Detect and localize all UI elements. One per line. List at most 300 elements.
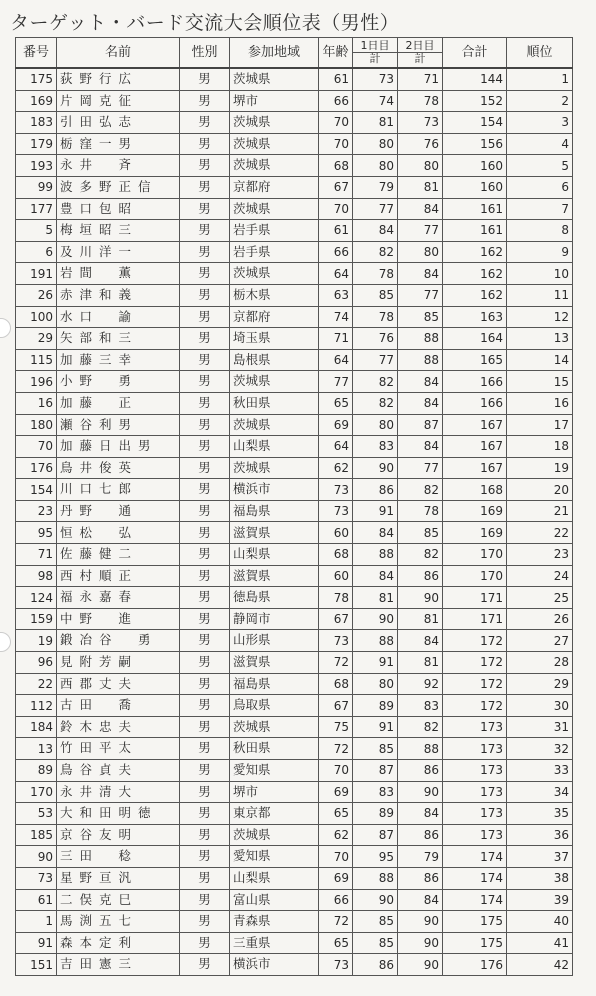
cell-total: 171 [443, 587, 507, 609]
binder-hole [0, 632, 11, 652]
cell-age: 70 [319, 760, 353, 782]
cell-day2: 77 [398, 220, 443, 242]
cell-total: 172 [443, 695, 507, 717]
cell-region: 山形県 [230, 630, 319, 652]
header-day1-top: 1日目 [360, 39, 390, 53]
cell-age: 60 [319, 565, 353, 587]
cell-no: 175 [16, 68, 57, 90]
cell-age: 64 [319, 263, 353, 285]
cell-no: 183 [16, 112, 57, 134]
cell-no: 22 [16, 673, 57, 695]
cell-no: 185 [16, 824, 57, 846]
cell-name: 二俣克巳 [57, 889, 180, 911]
cell-total: 172 [443, 673, 507, 695]
table-row [16, 436, 573, 458]
cell-name: 及川洋一 [57, 241, 180, 263]
cell-name: 大和田明徳 [57, 803, 180, 825]
cell-day1: 87 [353, 760, 398, 782]
header-rank: 順位 [507, 38, 573, 69]
table-row [16, 68, 573, 90]
cell-total: 173 [443, 803, 507, 825]
cell-region: 岩手県 [230, 220, 319, 242]
cell-age: 65 [319, 392, 353, 414]
cell-no: 196 [16, 371, 57, 393]
cell-day2: 86 [398, 565, 443, 587]
cell-total: 165 [443, 349, 507, 371]
cell-total: 162 [443, 284, 507, 306]
cell-day1: 90 [353, 457, 398, 479]
cell-total: 163 [443, 306, 507, 328]
table-row [16, 565, 573, 587]
cell-rank: 25 [507, 587, 573, 609]
cell-day2: 81 [398, 176, 443, 198]
cell-day1: 84 [353, 220, 398, 242]
cell-rank: 22 [507, 522, 573, 544]
cell-rank: 5 [507, 155, 573, 177]
cell-total: 170 [443, 544, 507, 566]
cell-total: 160 [443, 155, 507, 177]
cell-region: 茨城県 [230, 824, 319, 846]
header-age: 年齢 [319, 38, 353, 69]
cell-region: 鳥取県 [230, 695, 319, 717]
cell-rank: 29 [507, 673, 573, 695]
cell-day2: 78 [398, 90, 443, 112]
cell-gender: 男 [180, 500, 230, 522]
cell-day1: 85 [353, 932, 398, 954]
cell-age: 72 [319, 652, 353, 674]
cell-day1: 86 [353, 479, 398, 501]
cell-day1: 91 [353, 500, 398, 522]
cell-gender: 男 [180, 457, 230, 479]
cell-day1: 90 [353, 608, 398, 630]
cell-day2: 88 [398, 328, 443, 350]
cell-name: 豊口包昭 [57, 198, 180, 220]
cell-gender: 男 [180, 371, 230, 393]
table-row [16, 306, 573, 328]
cell-name: 古田 喬 [57, 695, 180, 717]
table-row [16, 716, 573, 738]
cell-region: 滋賀県 [230, 652, 319, 674]
cell-name: 佐藤健二 [57, 544, 180, 566]
cell-name: 永井清大 [57, 781, 180, 803]
cell-no: 29 [16, 328, 57, 350]
table-row [16, 652, 573, 674]
cell-rank: 35 [507, 803, 573, 825]
cell-name: 吉田憲三 [57, 954, 180, 976]
cell-rank: 41 [507, 932, 573, 954]
cell-rank: 24 [507, 565, 573, 587]
cell-rank: 31 [507, 716, 573, 738]
cell-name: 中野 進 [57, 608, 180, 630]
cell-age: 66 [319, 90, 353, 112]
cell-gender: 男 [180, 414, 230, 436]
cell-region: 京都府 [230, 306, 319, 328]
cell-no: 193 [16, 155, 57, 177]
table-row [16, 349, 573, 371]
cell-gender: 男 [180, 436, 230, 458]
cell-day1: 82 [353, 371, 398, 393]
table-row [16, 846, 573, 868]
cell-day2: 84 [398, 630, 443, 652]
cell-day1: 81 [353, 587, 398, 609]
cell-age: 64 [319, 436, 353, 458]
cell-rank: 13 [507, 328, 573, 350]
cell-age: 62 [319, 457, 353, 479]
cell-rank: 6 [507, 176, 573, 198]
cell-no: 13 [16, 738, 57, 760]
cell-age: 65 [319, 803, 353, 825]
cell-name: 川口七郎 [57, 479, 180, 501]
cell-rank: 28 [507, 652, 573, 674]
cell-total: 166 [443, 371, 507, 393]
cell-region: 栃木県 [230, 284, 319, 306]
cell-name: 波多野正信 [57, 176, 180, 198]
cell-name: 荻野行広 [57, 68, 180, 90]
cell-total: 152 [443, 90, 507, 112]
cell-name: 水口 諭 [57, 306, 180, 328]
cell-day1: 77 [353, 198, 398, 220]
table-row [16, 500, 573, 522]
cell-gender: 男 [180, 760, 230, 782]
cell-name: 加藤日出男 [57, 436, 180, 458]
cell-no: 91 [16, 932, 57, 954]
cell-name: 片岡克征 [57, 90, 180, 112]
cell-gender: 男 [180, 911, 230, 933]
cell-gender: 男 [180, 544, 230, 566]
cell-day1: 85 [353, 284, 398, 306]
cell-rank: 40 [507, 911, 573, 933]
table-row [16, 371, 573, 393]
cell-day1: 80 [353, 133, 398, 155]
cell-no: 100 [16, 306, 57, 328]
cell-gender: 男 [180, 565, 230, 587]
cell-gender: 男 [180, 284, 230, 306]
page-title: ターゲット・バード交流大会順位表（男性） [10, 12, 400, 34]
cell-age: 68 [319, 544, 353, 566]
cell-name: 恒松 弘 [57, 522, 180, 544]
table-row [16, 155, 573, 177]
header-day1 [353, 38, 398, 69]
cell-age: 67 [319, 176, 353, 198]
cell-day2: 90 [398, 932, 443, 954]
cell-total: 172 [443, 652, 507, 674]
cell-day1: 84 [353, 522, 398, 544]
cell-region: 青森県 [230, 911, 319, 933]
cell-region: 堺市 [230, 90, 319, 112]
cell-rank: 19 [507, 457, 573, 479]
cell-age: 73 [319, 500, 353, 522]
cell-rank: 34 [507, 781, 573, 803]
cell-day1: 84 [353, 565, 398, 587]
table-row [16, 824, 573, 846]
cell-rank: 2 [507, 90, 573, 112]
cell-day2: 86 [398, 867, 443, 889]
cell-age: 73 [319, 479, 353, 501]
cell-total: 156 [443, 133, 507, 155]
cell-total: 173 [443, 738, 507, 760]
cell-day2: 78 [398, 500, 443, 522]
cell-no: 176 [16, 457, 57, 479]
cell-day1: 77 [353, 349, 398, 371]
cell-no: 19 [16, 630, 57, 652]
cell-age: 68 [319, 155, 353, 177]
cell-gender: 男 [180, 803, 230, 825]
cell-day2: 85 [398, 306, 443, 328]
cell-day2: 79 [398, 846, 443, 868]
cell-region: 堺市 [230, 781, 319, 803]
cell-day2: 90 [398, 911, 443, 933]
cell-no: 71 [16, 544, 57, 566]
cell-gender: 男 [180, 155, 230, 177]
cell-age: 71 [319, 328, 353, 350]
table-row [16, 176, 573, 198]
header-total: 合計 [443, 38, 507, 69]
cell-day2: 84 [398, 198, 443, 220]
header-region: 参加地域 [230, 38, 319, 69]
cell-day1: 80 [353, 673, 398, 695]
cell-day1: 91 [353, 652, 398, 674]
cell-gender: 男 [180, 781, 230, 803]
cell-day2: 73 [398, 112, 443, 134]
cell-age: 75 [319, 716, 353, 738]
ranking-table [15, 37, 573, 976]
cell-gender: 男 [180, 932, 230, 954]
cell-total: 167 [443, 457, 507, 479]
cell-rank: 39 [507, 889, 573, 911]
cell-no: 73 [16, 867, 57, 889]
cell-name: 引田弘志 [57, 112, 180, 134]
header-day1-bottom: 計 [353, 52, 397, 65]
cell-gender: 男 [180, 133, 230, 155]
cell-day1: 95 [353, 846, 398, 868]
cell-day2: 88 [398, 349, 443, 371]
cell-day2: 84 [398, 803, 443, 825]
cell-no: 61 [16, 889, 57, 911]
table-row [16, 544, 573, 566]
cell-gender: 男 [180, 522, 230, 544]
cell-total: 168 [443, 479, 507, 501]
cell-no: 96 [16, 652, 57, 674]
cell-day2: 83 [398, 695, 443, 717]
cell-total: 173 [443, 760, 507, 782]
cell-name: 西郡丈夫 [57, 673, 180, 695]
cell-no: 23 [16, 500, 57, 522]
cell-no: 6 [16, 241, 57, 263]
cell-age: 73 [319, 630, 353, 652]
cell-day2: 84 [398, 392, 443, 414]
cell-day2: 84 [398, 889, 443, 911]
cell-age: 69 [319, 867, 353, 889]
cell-name: 加藤 正 [57, 392, 180, 414]
cell-no: 124 [16, 587, 57, 609]
table-row [16, 479, 573, 501]
cell-day2: 84 [398, 263, 443, 285]
cell-total: 169 [443, 522, 507, 544]
cell-age: 78 [319, 587, 353, 609]
cell-age: 62 [319, 824, 353, 846]
cell-total: 160 [443, 176, 507, 198]
cell-gender: 男 [180, 652, 230, 674]
cell-day1: 83 [353, 781, 398, 803]
cell-no: 169 [16, 90, 57, 112]
cell-age: 77 [319, 371, 353, 393]
cell-rank: 36 [507, 824, 573, 846]
table-row [16, 263, 573, 285]
cell-age: 61 [319, 220, 353, 242]
cell-age: 66 [319, 889, 353, 911]
cell-gender: 男 [180, 716, 230, 738]
cell-day1: 88 [353, 544, 398, 566]
cell-name: 竹田平太 [57, 738, 180, 760]
cell-name: 見附芳嗣 [57, 652, 180, 674]
cell-gender: 男 [180, 738, 230, 760]
cell-no: 159 [16, 608, 57, 630]
cell-region: 京都府 [230, 176, 319, 198]
cell-gender: 男 [180, 695, 230, 717]
cell-name: 鈴木忠夫 [57, 716, 180, 738]
cell-gender: 男 [180, 176, 230, 198]
cell-no: 5 [16, 220, 57, 242]
cell-rank: 8 [507, 220, 573, 242]
cell-region: 福島県 [230, 673, 319, 695]
cell-age: 65 [319, 932, 353, 954]
cell-gender: 男 [180, 889, 230, 911]
cell-total: 171 [443, 608, 507, 630]
cell-name: 赤津和義 [57, 284, 180, 306]
cell-rank: 21 [507, 500, 573, 522]
cell-age: 72 [319, 911, 353, 933]
cell-total: 175 [443, 911, 507, 933]
cell-region: 茨城県 [230, 198, 319, 220]
cell-name: 福永嘉春 [57, 587, 180, 609]
cell-name: 矢部和三 [57, 328, 180, 350]
cell-name: 馬渕五七 [57, 911, 180, 933]
table-row [16, 112, 573, 134]
cell-no: 112 [16, 695, 57, 717]
cell-gender: 男 [180, 198, 230, 220]
cell-region: 秋田県 [230, 392, 319, 414]
cell-age: 73 [319, 954, 353, 976]
cell-rank: 18 [507, 436, 573, 458]
cell-rank: 9 [507, 241, 573, 263]
cell-total: 167 [443, 436, 507, 458]
cell-day1: 81 [353, 112, 398, 134]
cell-age: 69 [319, 414, 353, 436]
cell-total: 164 [443, 328, 507, 350]
table-row [16, 803, 573, 825]
cell-day2: 81 [398, 608, 443, 630]
table-row [16, 90, 573, 112]
header-no: 番号 [16, 38, 57, 69]
cell-rank: 20 [507, 479, 573, 501]
cell-gender: 男 [180, 824, 230, 846]
cell-day2: 82 [398, 716, 443, 738]
cell-region: 茨城県 [230, 716, 319, 738]
cell-region: 山梨県 [230, 544, 319, 566]
cell-name: 栃窪一男 [57, 133, 180, 155]
cell-region: 山梨県 [230, 436, 319, 458]
cell-region: 埼玉県 [230, 328, 319, 350]
cell-day1: 89 [353, 803, 398, 825]
cell-total: 174 [443, 889, 507, 911]
table-header-row [16, 38, 573, 69]
cell-no: 98 [16, 565, 57, 587]
header-day2 [398, 38, 443, 69]
cell-age: 70 [319, 198, 353, 220]
cell-day1: 89 [353, 695, 398, 717]
cell-day2: 82 [398, 479, 443, 501]
cell-day1: 82 [353, 241, 398, 263]
table-row [16, 198, 573, 220]
cell-age: 74 [319, 306, 353, 328]
cell-age: 67 [319, 608, 353, 630]
cell-name: 京谷友明 [57, 824, 180, 846]
cell-gender: 男 [180, 867, 230, 889]
cell-name: 加藤三幸 [57, 349, 180, 371]
cell-no: 184 [16, 716, 57, 738]
cell-total: 172 [443, 630, 507, 652]
cell-day1: 73 [353, 68, 398, 90]
cell-day1: 87 [353, 824, 398, 846]
cell-total: 144 [443, 68, 507, 90]
cell-gender: 男 [180, 954, 230, 976]
cell-name: 星野亘汎 [57, 867, 180, 889]
cell-day2: 92 [398, 673, 443, 695]
cell-total: 169 [443, 500, 507, 522]
cell-no: 179 [16, 133, 57, 155]
header-day2-bottom: 計 [398, 52, 442, 65]
cell-day1: 78 [353, 263, 398, 285]
cell-total: 170 [443, 565, 507, 587]
cell-no: 26 [16, 284, 57, 306]
cell-day2: 87 [398, 414, 443, 436]
cell-total: 173 [443, 716, 507, 738]
cell-region: 三重県 [230, 932, 319, 954]
table-row [16, 889, 573, 911]
table-row [16, 328, 573, 350]
header-day2-top: 2日目 [405, 39, 435, 53]
cell-gender: 男 [180, 263, 230, 285]
cell-region: 山梨県 [230, 867, 319, 889]
table-row [16, 133, 573, 155]
cell-rank: 15 [507, 371, 573, 393]
cell-rank: 17 [507, 414, 573, 436]
cell-rank: 10 [507, 263, 573, 285]
cell-total: 176 [443, 954, 507, 976]
cell-day2: 84 [398, 436, 443, 458]
cell-day1: 88 [353, 867, 398, 889]
cell-name: 永井 斉 [57, 155, 180, 177]
table-row [16, 608, 573, 630]
cell-region: 愛知県 [230, 846, 319, 868]
cell-day1: 88 [353, 630, 398, 652]
cell-day1: 91 [353, 716, 398, 738]
cell-no: 154 [16, 479, 57, 501]
cell-day2: 80 [398, 241, 443, 263]
cell-name: 鳥井俊英 [57, 457, 180, 479]
cell-region: 島根県 [230, 349, 319, 371]
table-row [16, 630, 573, 652]
cell-rank: 27 [507, 630, 573, 652]
cell-day1: 74 [353, 90, 398, 112]
cell-day2: 84 [398, 371, 443, 393]
cell-region: 横浜市 [230, 954, 319, 976]
cell-no: 115 [16, 349, 57, 371]
cell-total: 154 [443, 112, 507, 134]
cell-rank: 32 [507, 738, 573, 760]
cell-gender: 男 [180, 112, 230, 134]
cell-day2: 76 [398, 133, 443, 155]
